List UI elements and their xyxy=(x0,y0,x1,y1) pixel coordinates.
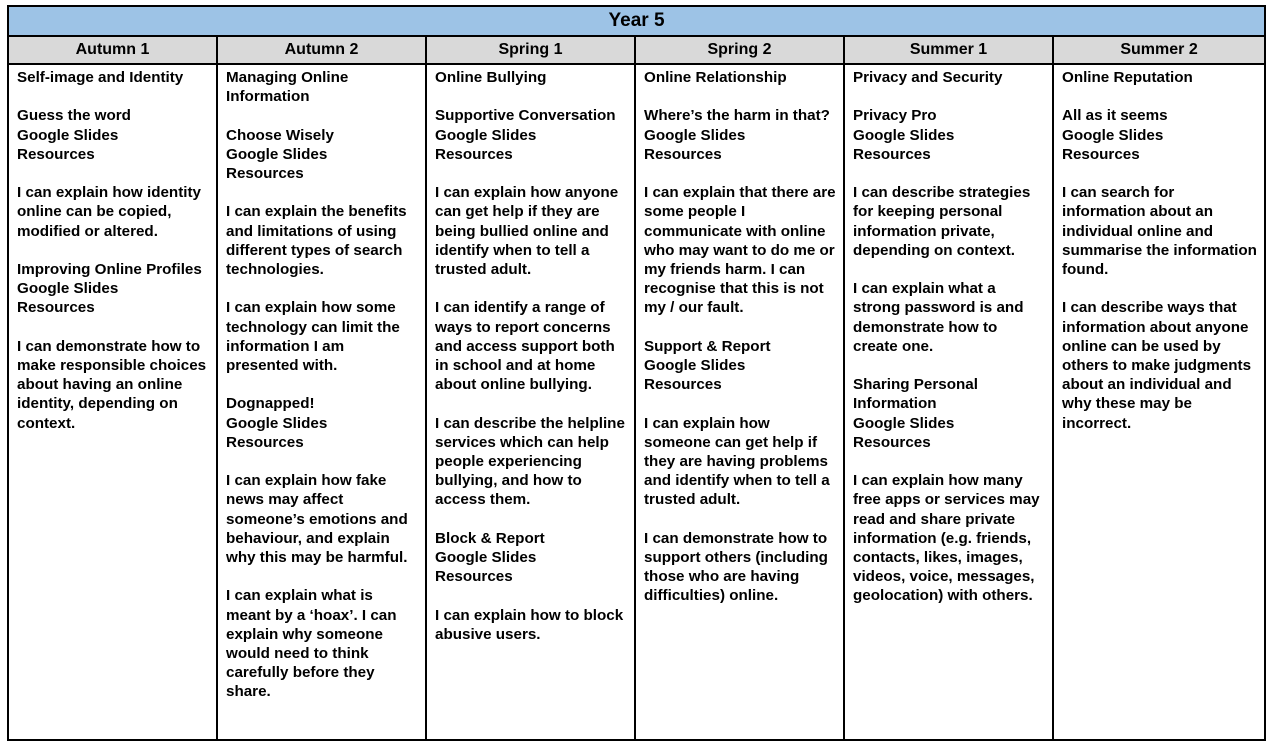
content-block xyxy=(226,394,419,452)
content-line: I can explain how anyone can get help if they are being bullied online and identify when to tell a trusted adult. xyxy=(435,184,619,278)
content-line: I can demonstrate how to support others (including those who are having difficulties) online. xyxy=(644,529,828,605)
content-block xyxy=(435,298,628,394)
content-block xyxy=(435,106,628,164)
content-line: I can describe ways that information about anyone online can be used by others to make judgments about an individual and why these may be incorrect. xyxy=(1062,299,1252,432)
content-line: I can explain what is meant by a ‘hoax’. I can explain why someone would need to think carefully before they share. xyxy=(226,587,397,701)
content-line: Google Slides xyxy=(435,549,537,566)
term-header-spring-1: Spring 1 xyxy=(426,36,635,64)
term-header-summer-2: Summer 2 xyxy=(1053,36,1265,64)
content-block xyxy=(226,126,419,184)
content-block xyxy=(853,471,1046,605)
content-block xyxy=(644,183,837,317)
content-line: Resources xyxy=(1062,145,1140,163)
content-line: I can describe the helpline services which can help people experiencing bullying, and how to access them. xyxy=(435,414,625,509)
content-line: I can explain how many free apps or services may read and share private information (e.g. friends, contacts, likes, images, videos, voice, messages, geolocation) with others. xyxy=(853,472,1040,605)
content-block xyxy=(644,106,837,164)
content-line: All as it seems xyxy=(1062,107,1168,125)
content-line: I can explain how fake news may affect someone’s emotions and behaviour, and explain why this may be harmful. xyxy=(226,472,408,566)
content-line: Privacy Pro xyxy=(853,107,937,125)
content-block xyxy=(226,298,419,375)
content-line: Google Slides xyxy=(226,414,328,432)
table-title: Year 5 xyxy=(8,6,1265,36)
term-header-row xyxy=(8,36,1265,64)
content-line: Online Reputation xyxy=(1062,69,1193,86)
content-line: Resources xyxy=(17,145,95,163)
term-header-summer-1: Summer 1 xyxy=(844,36,1053,64)
content-line: Google Slides xyxy=(853,126,955,144)
content-line: Improving Online Profiles xyxy=(17,260,202,278)
content-line: Managing Online Information xyxy=(226,69,349,106)
content-line: Resources xyxy=(853,433,931,451)
term-cell-summer-2 xyxy=(1053,64,1265,740)
content-block xyxy=(853,375,1046,452)
content-line: I can search for information about an individual online and summarise the information found. xyxy=(1062,184,1257,278)
content-line: Resources xyxy=(226,433,304,451)
term-cell-spring-1 xyxy=(426,64,635,740)
term-header-autumn-1: Autumn 1 xyxy=(8,36,217,64)
content-line: Supportive Conversation xyxy=(435,107,616,125)
content-block xyxy=(435,68,628,87)
term-cell-summer-1 xyxy=(844,64,1053,740)
content-line: Resources xyxy=(226,165,304,182)
content-block xyxy=(1062,106,1258,164)
content-line: Google Slides xyxy=(644,357,746,374)
content-block xyxy=(226,68,419,106)
content-line: Choose Wisely xyxy=(226,126,334,144)
content-line: Resources xyxy=(644,376,722,394)
content-line: Privacy and Security xyxy=(853,69,1003,86)
content-block xyxy=(435,529,628,587)
content-block xyxy=(1062,68,1258,87)
content-line: Google Slides xyxy=(1062,126,1164,144)
content-line: Online Relationship xyxy=(644,69,787,86)
term-cell-autumn-1 xyxy=(8,64,217,740)
content-line: I can explain how identity online can be copied, modified or altered. xyxy=(17,184,201,240)
term-cell-spring-2 xyxy=(635,64,844,740)
content-line: Resources xyxy=(435,568,513,586)
content-line: Support & Report xyxy=(644,337,771,355)
content-block xyxy=(226,202,419,279)
term-header-autumn-2: Autumn 2 xyxy=(217,36,426,64)
content-line: Google Slides xyxy=(853,414,955,432)
content-block xyxy=(1062,183,1258,279)
content-line: Google Slides xyxy=(644,126,746,144)
content-block xyxy=(644,529,837,606)
content-block xyxy=(853,183,1046,260)
content-block xyxy=(226,586,419,701)
content-line: Guess the word xyxy=(17,107,131,125)
content-line: Resources xyxy=(853,145,931,163)
content-line: Block & Report xyxy=(435,529,545,547)
content-line: Resources xyxy=(435,145,513,163)
content-block xyxy=(1062,298,1258,432)
content-line: Sharing Personal Information xyxy=(853,376,978,413)
content-block xyxy=(17,183,210,241)
content-line: I can explain how someone can get help if they are having problems and identify when to tell a trusted adult. xyxy=(644,414,830,509)
content-line: I can explain that there are some people I communicate with online who may want to do me or my friends harm. I can recognise that this is not my / our fault. xyxy=(644,184,836,317)
content-line: Resources xyxy=(644,145,722,163)
content-line: Online Bullying xyxy=(435,69,547,86)
term-content-row xyxy=(8,64,1265,740)
content-block xyxy=(853,279,1046,356)
content-block xyxy=(644,68,837,87)
content-block xyxy=(435,183,628,279)
content-block xyxy=(17,337,210,433)
content-line: Google Slides xyxy=(17,126,119,144)
content-block xyxy=(226,471,419,567)
content-line: Google Slides xyxy=(226,145,328,163)
content-block xyxy=(435,414,628,510)
content-block xyxy=(435,606,628,644)
year-5-curriculum-table xyxy=(7,5,1266,741)
content-line: Resources xyxy=(17,299,95,317)
content-line: Self-image and Identity xyxy=(17,69,184,86)
content-block xyxy=(853,106,1046,164)
content-line: Dognapped! xyxy=(226,395,315,413)
content-line: Google Slides xyxy=(435,126,537,144)
term-cell-autumn-2 xyxy=(217,64,426,740)
term-header-spring-2: Spring 2 xyxy=(635,36,844,64)
content-line: I can explain how to block abusive users. xyxy=(435,606,624,643)
content-line: I can explain what a strong password is and demonstrate how to create one. xyxy=(853,280,1024,355)
content-line: Google Slides xyxy=(17,280,119,298)
content-block xyxy=(17,106,210,164)
content-line: I can demonstrate how to make responsible choices about having an online identity, depending on context. xyxy=(17,337,207,432)
content-line: I can identify a range of ways to report concerns and access support both in school and at home about online bullying. xyxy=(435,299,615,394)
content-block xyxy=(644,414,837,510)
content-line: I can explain how some technology can limit the information I am presented with. xyxy=(226,299,400,374)
content-line: I can describe strategies for keeping personal information private, depending on context. xyxy=(853,184,1031,259)
content-line: Where’s the harm in that? xyxy=(644,107,830,125)
content-block xyxy=(17,260,210,318)
content-block xyxy=(17,68,210,87)
content-block xyxy=(644,337,837,395)
content-line: I can explain the benefits and limitations of using different types of search technologies. xyxy=(226,203,407,278)
content-block xyxy=(853,68,1046,87)
